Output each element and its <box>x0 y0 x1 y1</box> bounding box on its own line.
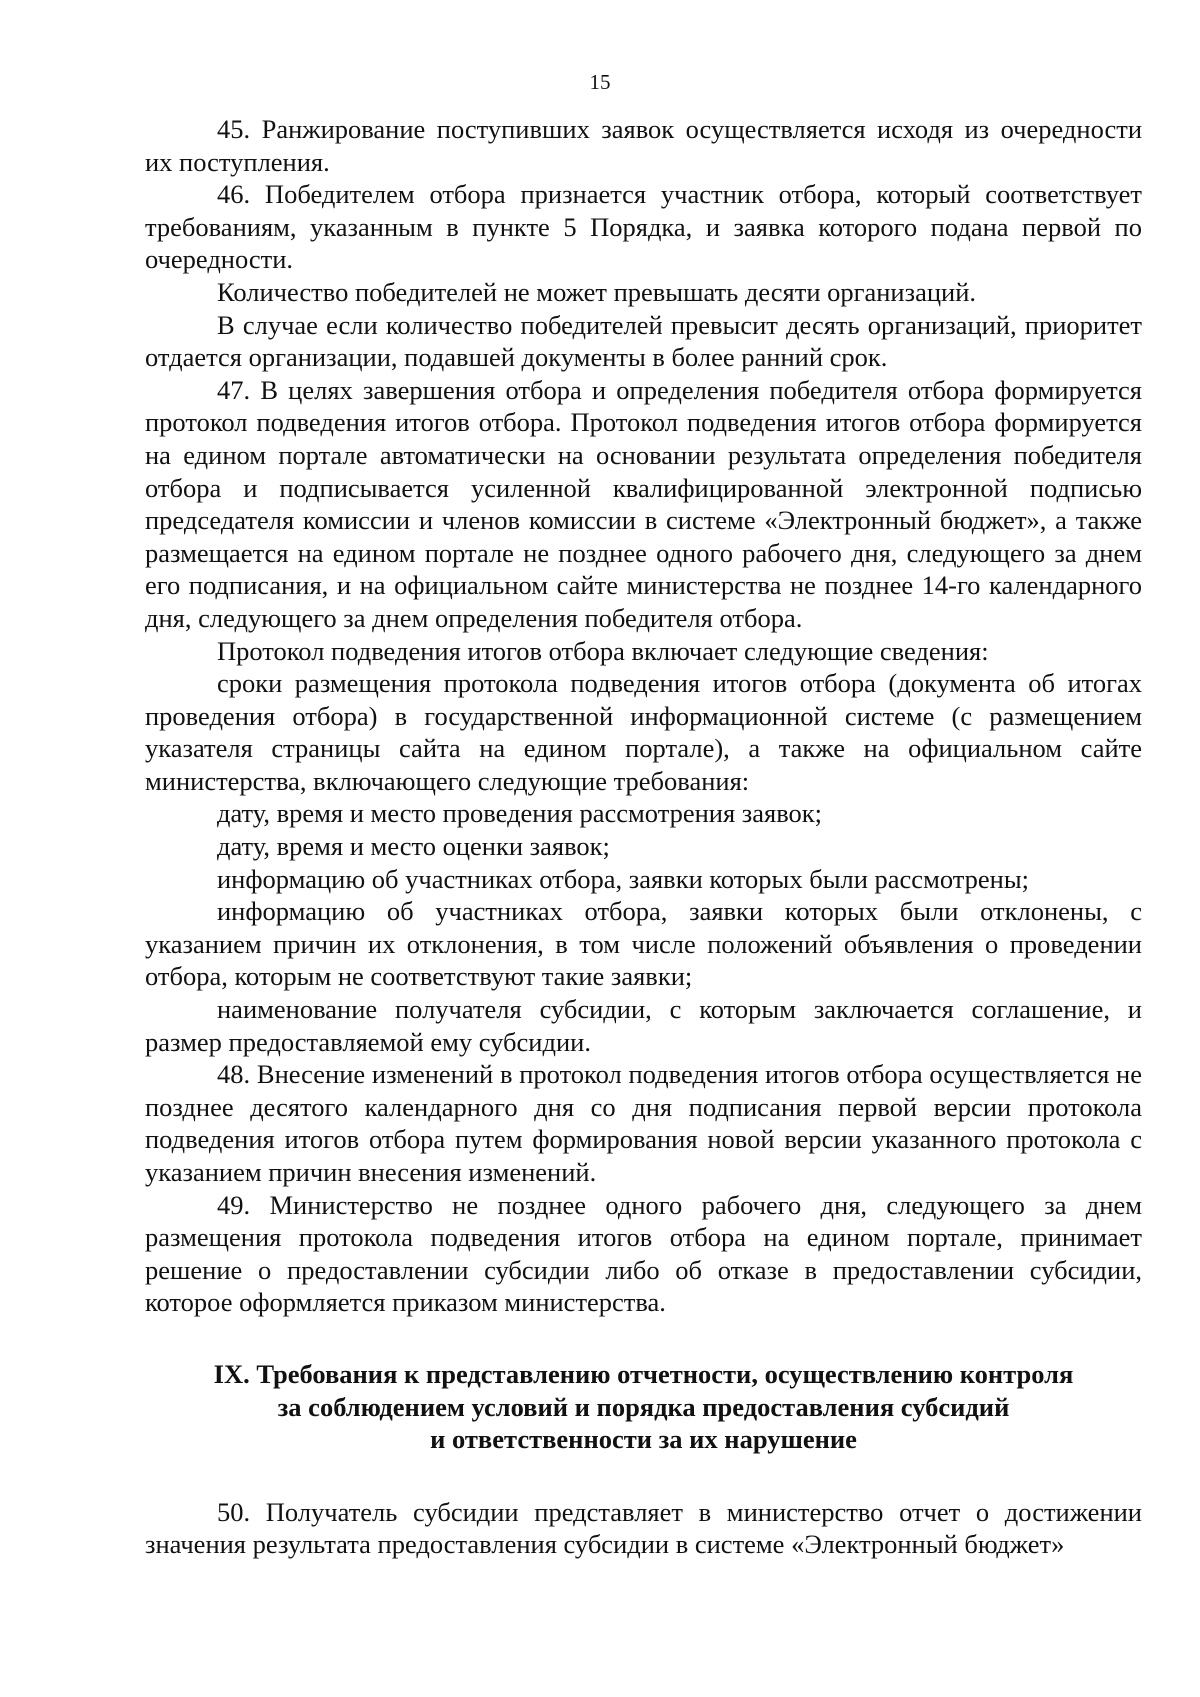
paragraph-47: 47. В целях завершения отбора и определения победителя отбора формируется протокол подведения итогов отбора. Протокол подведения итогов отбора формируется на едином портале автоматически на основании результата определения победителя отбора и подписывается усиленной квалифицированной электронной подписью председателя комиссии и членов комиссии в системе «Электронный бюджет», а также размещается на едином портале не позднее одного рабочего дня, следующего за днем его подписания, и на официальном сайте министерства не позднее 14-го календарного дня, следующего за днем определения победителя отбора. <box>145 374 1142 633</box>
paragraph-rejected-participants: информацию об участниках отбора, заявки которых были отклонены, с указанием причин их отклонения, в том числе положений объявления о проведении отбора, которым не соответствуют такие заявки; <box>145 896 1142 992</box>
document-body <box>145 113 1142 1561</box>
paragraph-recipient-name: наименование получателя субсидии, с которым заключается соглашение, и размер предоставляемой ему субсидии. <box>145 994 1142 1057</box>
paragraph-46: 46. Победителем отбора признается участник отбора, который соответствует требованиям, указанным в пункте 5 Порядка, и заявка которого подана первой по очередности. <box>145 179 1142 275</box>
paragraph-protocol-contents: Протокол подведения итогов отбора включает следующие сведения: <box>217 635 989 666</box>
section-heading-line-3: и ответственности за их нарушение <box>430 1424 857 1455</box>
paragraph-winners-priority: В случае если количество победителей превысит десять организаций, приоритет отдается организации, подавшей документы в более ранний срок. <box>145 309 1142 373</box>
paragraph-evaluation-date: дату, время и место оценки заявок; <box>217 831 610 862</box>
paragraph-protocol-terms: сроки размещения протокола подведения итогов отбора (документа об итогах проведения отбора) в государственной информационной системе (с размещением указателя страницы сайта на едином портале), а также на официальном сайте министерства, включающего следующие требования: <box>145 668 1142 796</box>
section-heading-ix <box>145 1358 1142 1456</box>
paragraph-winners-limit: Количество победителей не может превышать десяти организаций. <box>217 276 977 307</box>
paragraph-45: 45. Ранжирование поступивших заявок осуществляется исходя из очередности их поступления. <box>145 114 1142 177</box>
paragraph-48: 48. Внесение изменений в протокол подведения итогов отбора осуществляется не позднее десятого календарного дня со дня подписания первой версии протокола подведения итогов отбора путем формирования новой версии указанного протокола с указанием причин внесения изменений. <box>145 1059 1142 1187</box>
paragraph-review-date: дату, время и место проведения рассмотрения заявок; <box>217 798 823 829</box>
paragraph-reviewed-participants: информацию об участниках отбора, заявки которых были рассмотрены; <box>217 863 1030 894</box>
section-heading-line-2: за соблюдением условий и порядка предоставления субсидий <box>277 1391 1010 1422</box>
paragraph-50: 50. Получатель субсидии представляет в министерство отчет о достижении значения результата предоставления субсидии в системе «Электронный бюджет» <box>145 1496 1142 1560</box>
paragraph-49: 49. Министерство не позднее одного рабочего дня, следующего за днем размещения протокола подведения итогов отбора на едином портале, принимает решение о предоставлении субсидии либо об отказе в предоставлении субсидии, которое оформляется приказом министерства. <box>145 1189 1142 1318</box>
page-number: 15 <box>589 70 611 94</box>
section-heading-line-1: IX. Требования к представлению отчетности, осуществлению контроля <box>213 1358 1074 1389</box>
